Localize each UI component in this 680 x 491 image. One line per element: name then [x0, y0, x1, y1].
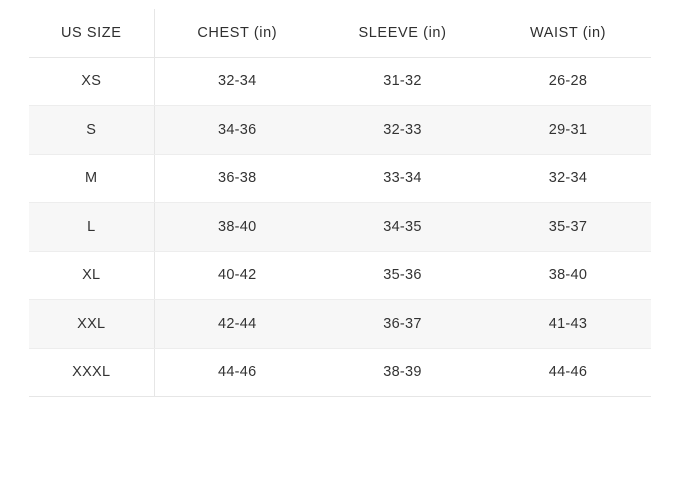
table-header-row [29, 9, 651, 57]
cell-size: XL [29, 251, 154, 300]
cell-sleeve: 38-39 [320, 348, 485, 397]
size-chart-container [29, 9, 651, 397]
cell-size: S [29, 106, 154, 155]
cell-chest: 40-42 [154, 251, 320, 300]
cell-sleeve: 31-32 [320, 57, 485, 106]
cell-waist: 29-31 [485, 106, 651, 155]
table-row [29, 203, 651, 252]
cell-waist: 41-43 [485, 300, 651, 349]
column-header-us-size: US SIZE [29, 9, 154, 57]
cell-chest: 38-40 [154, 203, 320, 252]
cell-chest: 44-46 [154, 348, 320, 397]
size-chart-table [29, 9, 651, 397]
table-header [29, 9, 651, 57]
table-row [29, 300, 651, 349]
table-row [29, 57, 651, 106]
column-header-chest: CHEST (in) [154, 9, 320, 57]
cell-size: XS [29, 57, 154, 106]
cell-waist: 38-40 [485, 251, 651, 300]
cell-size: XXL [29, 300, 154, 349]
cell-chest: 36-38 [154, 154, 320, 203]
cell-waist: 35-37 [485, 203, 651, 252]
table-body [29, 57, 651, 397]
cell-size: XXXL [29, 348, 154, 397]
cell-sleeve: 35-36 [320, 251, 485, 300]
cell-chest: 32-34 [154, 57, 320, 106]
cell-sleeve: 33-34 [320, 154, 485, 203]
cell-size: M [29, 154, 154, 203]
table-row [29, 154, 651, 203]
cell-chest: 42-44 [154, 300, 320, 349]
cell-chest: 34-36 [154, 106, 320, 155]
cell-sleeve: 36-37 [320, 300, 485, 349]
cell-waist: 32-34 [485, 154, 651, 203]
cell-sleeve: 32-33 [320, 106, 485, 155]
column-header-sleeve: SLEEVE (in) [320, 9, 485, 57]
column-header-waist: WAIST (in) [485, 9, 651, 57]
table-row [29, 106, 651, 155]
cell-waist: 26-28 [485, 57, 651, 106]
cell-size: L [29, 203, 154, 252]
table-row [29, 348, 651, 397]
table-row [29, 251, 651, 300]
cell-waist: 44-46 [485, 348, 651, 397]
cell-sleeve: 34-35 [320, 203, 485, 252]
